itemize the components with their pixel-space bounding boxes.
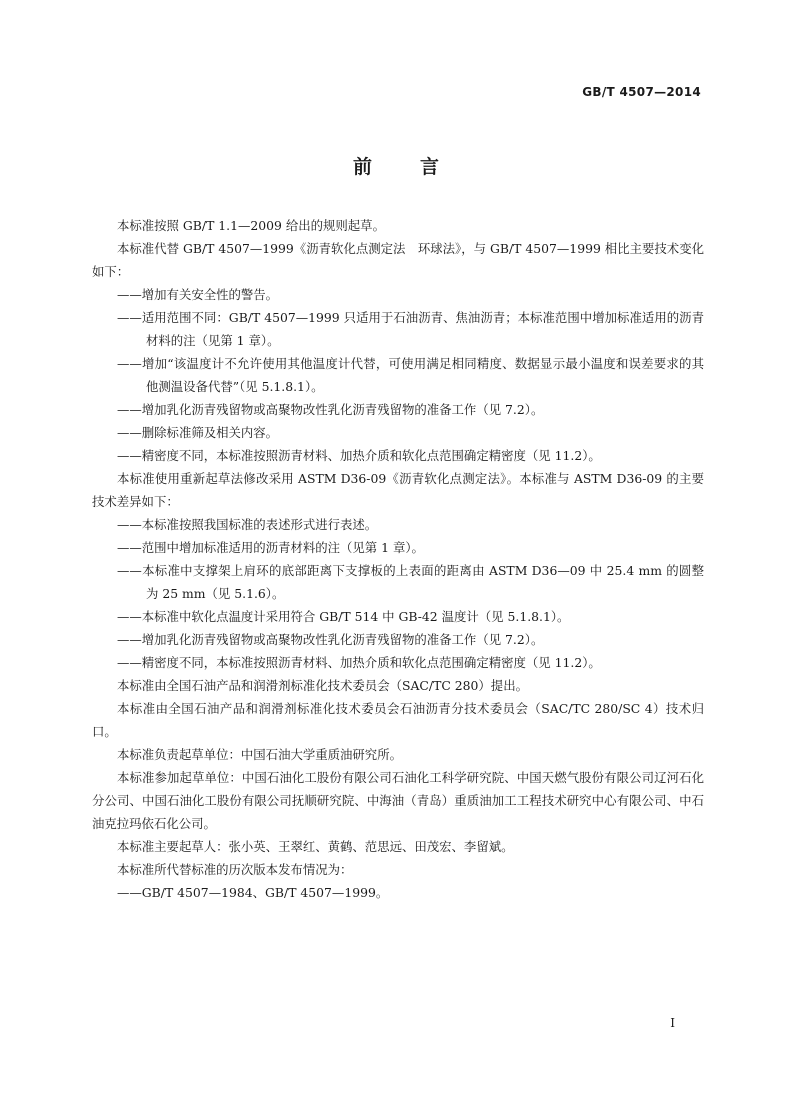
paragraph-replaces: 本标准代替 GB/T 4507—1999《沥青软化点测定法 环球法》，与 GB/T 4507—1999 相比主要技术变化如下：	[92, 241, 704, 279]
difference-item: ——本标准中软化点温度计采用符合 GB/T 514 中 GB-42 温度计（见 5.1.8.1）。	[117, 609, 570, 624]
difference-item: ——范围中增加标准适用的沥青材料的注（见第 1 章）。	[117, 540, 424, 555]
change-item: ——适用范围不同：GB/T 4507—1999 只适用于石油沥青、焦油沥青；本标准范围中增加标准适用的沥青材料的注（见第 1 章）。	[117, 310, 704, 348]
paragraph-history-intro: 本标准所代替标准的历次版本发布情况为：	[117, 862, 353, 877]
page-title	[0, 152, 792, 179]
difference-item: ——本标准按照我国标准的表述形式进行表述。	[117, 517, 378, 532]
paragraph-main-drafters: 本标准主要起草人：张小英、王翠红、黄鹤、范思远、田茂宏、李留斌。	[117, 839, 514, 854]
standard-code: GB/T 4507—2014	[582, 85, 701, 99]
history-item: ——GB/T 4507—1984、GB/T 4507—1999。	[117, 885, 389, 900]
paragraph-drafting-rules: 本标准按照 GB/T 1.1—2009 给出的规则起草。	[117, 218, 385, 233]
paragraph-lead-drafter: 本标准负责起草单位：中国石油大学重质油研究所。	[117, 747, 402, 762]
paragraph-participating-units: 本标准参加起草单位：中国石油化工股份有限公司石油化工科学研究院、中国天燃气股份有限公司辽河石化分公司、中国石油化工股份有限公司抚顺研究院、中海油（青岛）重质油加工工程技术研究中心有限公司、中石油克拉玛依石化公司。	[92, 770, 704, 831]
difference-item: ——本标准中支撑架上肩环的底部距离下支撑板的上表面的距离由 ASTM D36—09 中 25.4 mm 的圆整为 25 mm（见 5.1.6）。	[117, 563, 704, 601]
difference-item: ——精密度不同，本标准按照沥青材料、加热介质和软化点范围确定精密度（见 11.2）。	[117, 655, 601, 670]
page-title-char-2: 言	[420, 156, 440, 178]
difference-item: ——增加乳化沥青残留物或高聚物改性乳化沥青残留物的准备工作（见 7.2）。	[117, 632, 544, 647]
change-item: ——增加有关安全性的警告。	[117, 287, 279, 302]
change-item: ——精密度不同，本标准按照沥青材料、加热介质和软化点范围确定精密度（见 11.2）。	[117, 448, 601, 463]
change-item: ——增加“该温度计不允许使用其他温度计代替，可使用满足相同精度、数据显示最小温度和误差要求的其他测温设备代替”（见 5.1.8.1）。	[117, 356, 704, 394]
paragraph-proposed-by: 本标准由全国石油产品和润滑剂标准化技术委员会（SAC/TC 280）提出。	[117, 678, 528, 693]
page-number: I	[670, 1016, 675, 1030]
paragraph-astm-adoption: 本标准使用重新起草法修改采用 ASTM D36-09《沥青软化点测定法》。本标准与 ASTM D36-09 的主要技术差异如下：	[92, 471, 704, 509]
document-body	[92, 214, 704, 904]
change-item: ——删除标准筛及相关内容。	[117, 425, 279, 440]
change-item: ——增加乳化沥青残留物或高聚物改性乳化沥青残留物的准备工作（见 7.2）。	[117, 402, 544, 417]
paragraph-managed-by: 本标准由全国石油产品和润滑剂标准化技术委员会石油沥青分技术委员会（SAC/TC 280/SC 4）技术归口。	[92, 701, 704, 739]
page-title-char-1: 前	[352, 156, 372, 178]
